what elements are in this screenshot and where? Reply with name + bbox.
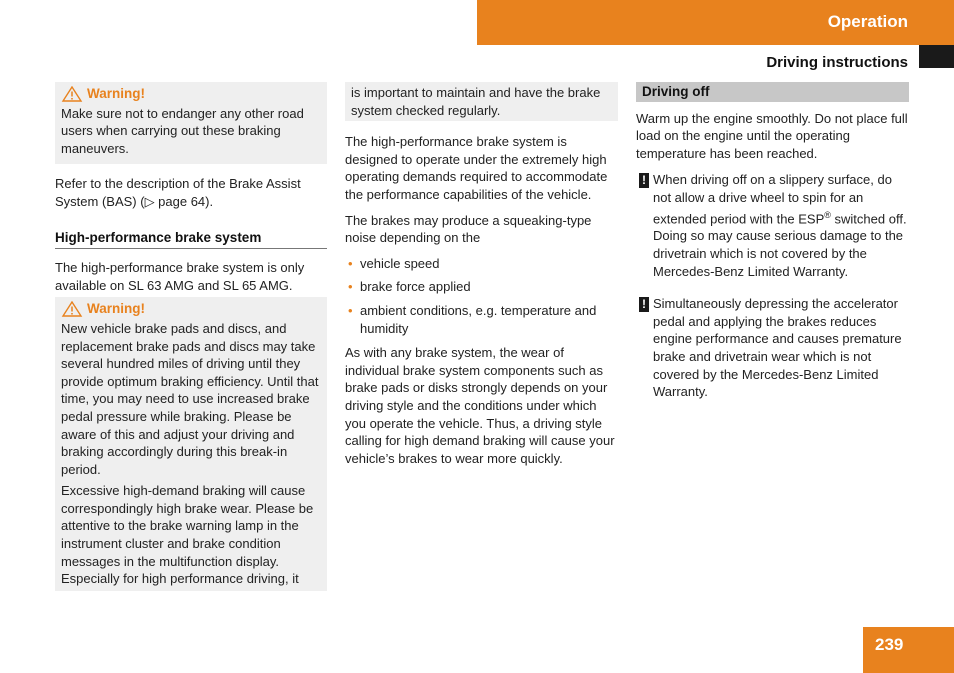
warning-text-1: New vehicle brake pads and discs, and replacement brake pads and discs may take several hundred miles of driving until they provide optimum braking efficiency. Until that time, you may need to use increased brake pedal pressure while braking. Please be aware of this and adjust your driving and braking accordingly during this break-in period.	[61, 320, 319, 477]
exclamation-icon: !	[639, 297, 649, 312]
column-2	[345, 82, 618, 475]
list-item: • ambient conditions, e.g. temperature and humidity	[345, 302, 618, 337]
warning-box-1	[55, 82, 327, 164]
warning-triangle-icon	[61, 86, 83, 102]
availability-text: The high-performance brake system is only available on SL 63 AMG and SL 65 AMG.	[55, 260, 305, 293]
warning-heading	[61, 300, 321, 318]
warning-title: Warning!	[87, 86, 145, 101]
note-1-text: When driving off on a slippery surface, do not allow a drive wheel to spin for an extended period with the ESP® switched off. Doing so may cause serious damage to the drivetrain which is not covered by the Mercedes-Benz Limited Warranty.	[653, 172, 907, 279]
brake-system-description: The high-performance brake system is designed to operate under the extremely high operating demands required to accommodate the performance capabilities of the vehicle.	[345, 134, 608, 202]
warning-continued-text: is important to maintain and have the brake system checked regularly.	[351, 85, 601, 118]
warning-text-2: Excessive high-demand braking will cause correspondingly high brake wear. Please be attentive to the brake warning lamp in the instrument cluster and brake condition messages in the multifunction display. Especially for high performance driving, it	[61, 483, 314, 587]
exclamation-icon: !	[639, 173, 649, 188]
column-3	[636, 82, 909, 416]
chapter-title: Operation	[827, 12, 908, 31]
list-item: • vehicle speed	[345, 255, 618, 273]
warning-title: Warning!	[87, 301, 145, 317]
subheading-high-performance: High-performance brake system	[55, 229, 327, 250]
section-title: Driving instructions	[766, 54, 908, 71]
page-number: 239	[875, 635, 904, 654]
bullet-icon: •	[348, 302, 353, 318]
list-item: • brake force applied	[345, 278, 618, 296]
warning-box-2	[55, 297, 327, 591]
squeak-intro: The brakes may produce a squeaking-type noise depending on the	[345, 212, 592, 246]
column-1	[55, 82, 327, 591]
warning-box-continued	[345, 82, 618, 121]
chapter-tab-marker	[919, 45, 954, 68]
bas-reference: Refer to the description of the Brake Assist System (BAS) (▷ page 64).	[55, 176, 301, 209]
bullet-icon: •	[348, 255, 353, 271]
note-2	[636, 295, 909, 401]
squeak-conditions-list	[345, 255, 618, 337]
warning-triangle-icon	[61, 301, 83, 317]
brake-wear-text: As with any brake system, the wear of individual brake system components such as brake pads or disks strongly depends on your driving style and the conditions under which you operate the vehicle. Thus, a driving style calling for high demand braking will cause your vehicle’s brakes to wear more quickly.	[345, 345, 615, 466]
note-2-text: Simultaneously depressing the accelerator pedal and applying the brakes reduces engine performance and causes premature brake and drivetrain wear which is not covered by the Mercedes-Benz Limited Warranty.	[653, 296, 902, 400]
warning-text: Make sure not to endanger any other road users when carrying out these braking maneuvers.	[61, 105, 304, 156]
driving-off-heading: Driving off	[636, 82, 909, 102]
warning-heading	[61, 85, 321, 103]
warm-up-text: Warm up the engine smoothly. Do not place full load on the engine until the operating temperature has been reached.	[636, 110, 908, 161]
bullet-icon: •	[348, 279, 353, 295]
page-number-tab	[863, 627, 954, 673]
note-1	[636, 171, 909, 280]
